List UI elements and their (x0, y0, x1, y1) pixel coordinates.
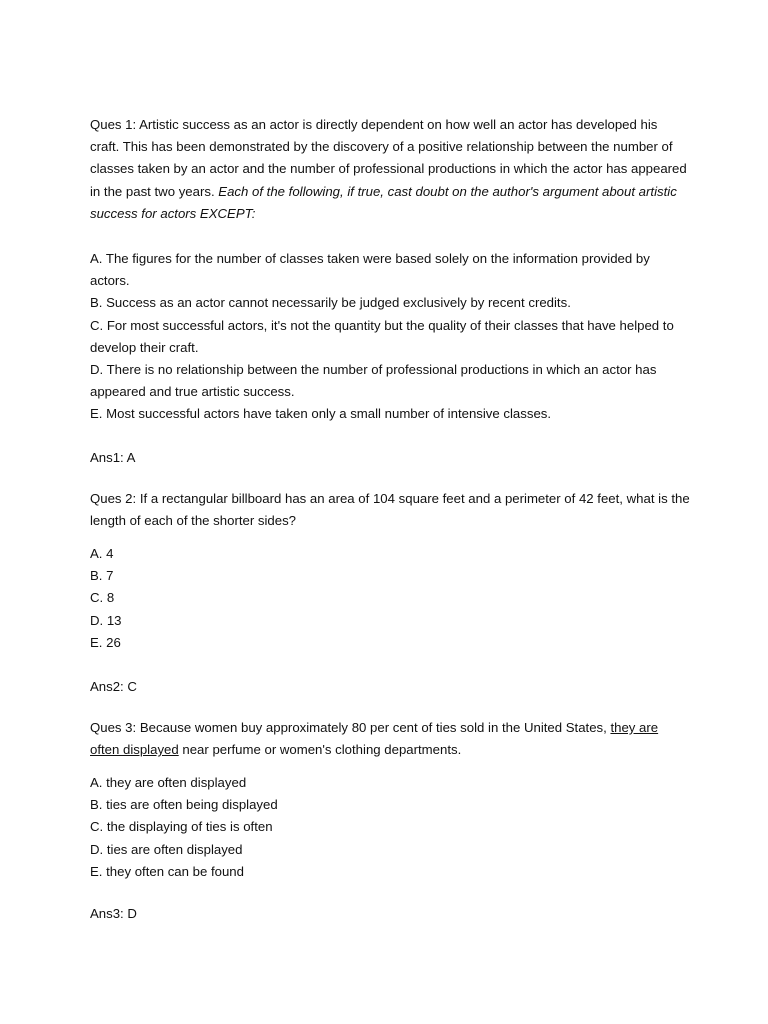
question-3-underlined-phrase: they are often displayed (90, 720, 659, 758)
option-1b: B. Success as an actor cannot necessarily be judged exclusively by recent credits. (90, 295, 571, 311)
question-1-stem-text: Ques 1: Artistic success as an actor is directly dependent on how well an actor has developed his craft. This has been demonstrated by the discovery of a positive relationship between the number of classes taken by an actor and the number of professional productions in which the actor has appeared in the past two years. (90, 117, 687, 199)
option-2a: A. 4 (90, 546, 114, 561)
question-2 (90, 488, 690, 532)
option-1e: E. Most successful actors have taken only a small number of intensive classes. (90, 406, 552, 422)
answer-3: Ans3: D (90, 906, 137, 921)
option-1d: D. There is no relationship between the number of professional productions in which an actor has appeared and true artistic success. (90, 362, 657, 400)
question-3-options (90, 772, 690, 883)
question-3 (90, 717, 690, 761)
question-1-stem (90, 114, 690, 225)
answer-1: Ans1: A (90, 450, 136, 465)
option-3a: A. they are often displayed (90, 775, 247, 790)
option-3d: D. ties are often displayed (90, 841, 243, 857)
question-2-stem: Ques 2: If a rectangular billboard has an area of 104 square feet and a perimeter of 42 feet, what is the length of each of the shorter sides? (90, 491, 690, 529)
option-3e: E. they often can be found (90, 863, 244, 879)
question-3-stem-after: near perfume or women's clothing departments. (178, 742, 462, 758)
option-3c: C. the displaying of ties is often (90, 819, 273, 835)
option-2c: C. 8 (90, 590, 115, 606)
question-3-stem (90, 717, 690, 761)
answer-2: Ans2: C (90, 679, 137, 694)
option-2e: E. 26 (90, 634, 121, 650)
option-1a: A. The figures for the number of classes taken were based solely on the information provided by actors. (90, 251, 650, 289)
option-1c: C. For most successful actors, it's not the quantity but the quality of their classes that have helped to develop their craft. (90, 317, 674, 355)
option-2d: D. 13 (90, 612, 122, 628)
question-1 (90, 114, 690, 225)
question-2-options (90, 543, 690, 654)
option-2b: B. 7 (90, 568, 114, 584)
option-3b: B. ties are often being displayed (90, 797, 278, 813)
question-1-stem-italic: Each of the following, if true, cast doubt on the author's argument about artistic success for actors EXCEPT: (90, 183, 677, 221)
question-3-stem-before: Ques 3: Because women buy approximately 80 per cent of ties sold in the United States, (90, 720, 611, 735)
question-1-options (90, 248, 690, 426)
